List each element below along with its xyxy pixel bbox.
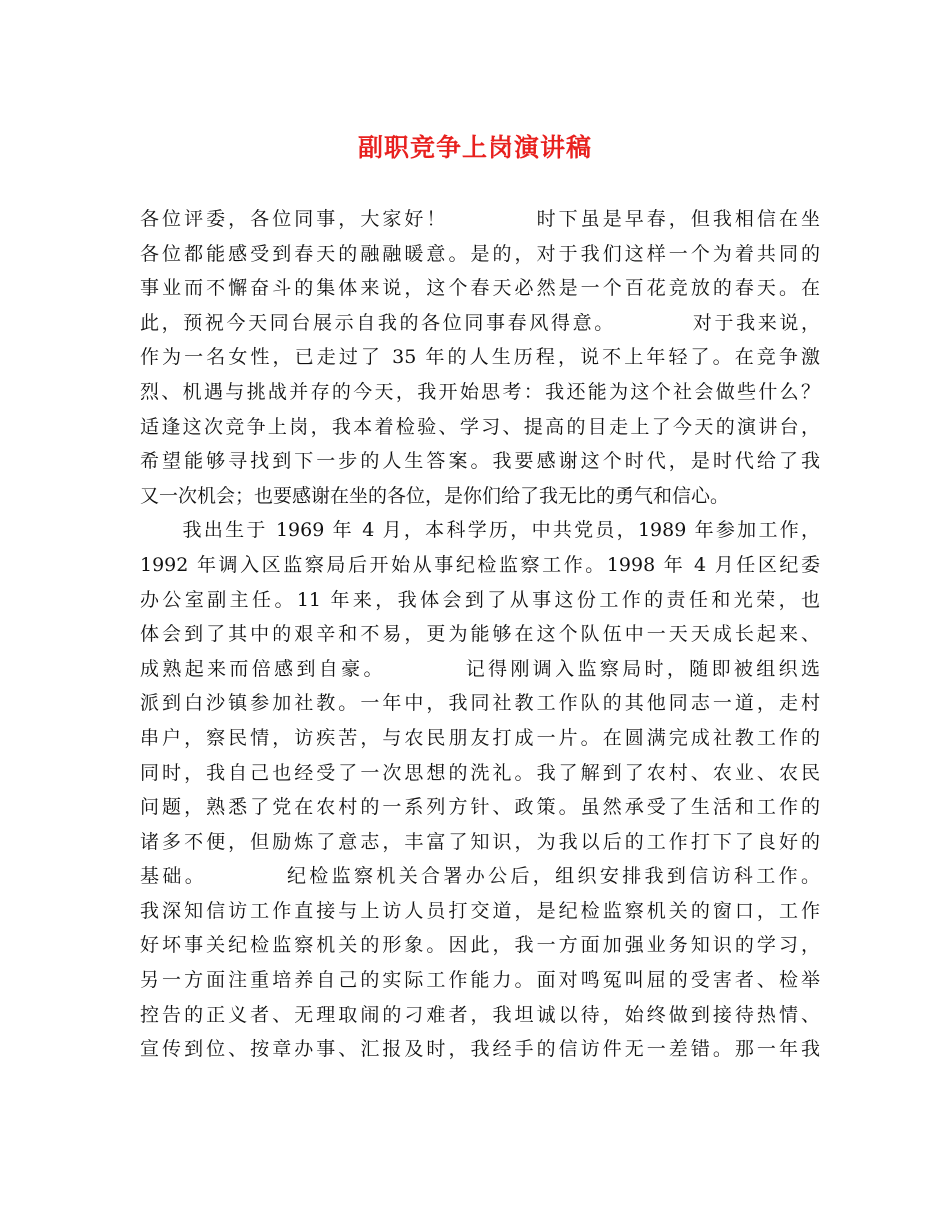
text-line: 各位都能感受到春天的融融暖意。是的，对于我们这样一个为着共同的 [140, 242, 820, 265]
text-line: 宣传到位、按章办事、汇报及时，我经手的信访件无一差错。那一年我 [140, 1038, 820, 1061]
text-line: 同时，我自己也经受了一次思想的洗礼。我了解到了农村、农业、农民 [140, 761, 820, 784]
text-line: 办公室副主任。11 年来，我体会到了从事这份工作的责任和光荣，也 [140, 588, 820, 611]
text-line: 我深知信访工作直接与上访人员打交道，是纪检监察机关的窗口，工作 [140, 899, 820, 922]
text-line: 又一次机会；也要感谢在坐的各位，是你们给了我无比的勇气和信心。 [140, 484, 730, 507]
document-body [140, 202, 820, 1067]
text-line: 烈、机遇与挑战并存的今天，我开始思考：我还能为这个社会做些什么？ [140, 380, 820, 403]
text-line: 体会到了其中的艰辛和不易，更为能够在这个队伍中一天天成长起来、 [140, 623, 820, 646]
text-line: 派到白沙镇参加社教。一年中，我同社教工作队的其他同志一道，走村 [140, 692, 820, 715]
text-line: 另一方面注重培养自己的实际工作能力。面对鸣冤叫屈的受害者、检举 [140, 969, 820, 992]
text-line: 此，预祝今天同台展示自我的各位同事春风得意。 对于我来说， [140, 311, 820, 334]
text-line: 1992 年调入区监察局后开始从事纪检监察工作。1998 年 4 月任区纪委 [140, 553, 820, 576]
text-line: 事业而不懈奋斗的集体来说，这个春天必然是一个百花竞放的春天。在 [140, 277, 820, 300]
text-line: 各位评委，各位同事，大家好！ 时下虽是早春，但我相信在坐 [140, 208, 820, 230]
text-line: 基础。 纪检监察机关合署办公后，组织安排我到信访科工作。 [140, 865, 820, 888]
document-title: 副职竞争上岗演讲稿 [357, 133, 592, 162]
text-line: 问题，熟悉了党在农村的一系列方针、政策。虽然承受了生活和工作的 [140, 796, 820, 819]
text-line: 我出生于 1969 年 4 月，本科学历，中共党员，1989 年参加工作， [140, 519, 820, 542]
text-line: 希望能够寻找到下一步的人生答案。我要感谢这个时代，是时代给了我 [140, 450, 820, 473]
text-line: 诸多不便，但励炼了意志，丰富了知识，为我以后的工作打下了良好的 [140, 830, 820, 853]
text-line: 控告的正义者、无理取闹的刁难者，我坦诚以待，始终做到接待热情、 [140, 1003, 820, 1026]
text-line: 好坏事关纪检监察机关的形象。因此，我一方面加强业务知识的学习， [140, 934, 820, 957]
text-line: 串户，察民情，访疾苦，与农民朋友打成一片。在圆满完成社教工作的 [140, 726, 820, 749]
text-line: 适逢这次竞争上岗，我本着检验、学习、提高的目走上了今天的演讲台， [140, 415, 820, 438]
text-line: 成熟起来而倍感到自豪。 记得刚调入监察局时，随即被组织选 [140, 657, 820, 680]
text-line: 作为一名女性，已走过了 35 年的人生历程，说不上年轻了。在竞争激 [140, 346, 820, 369]
